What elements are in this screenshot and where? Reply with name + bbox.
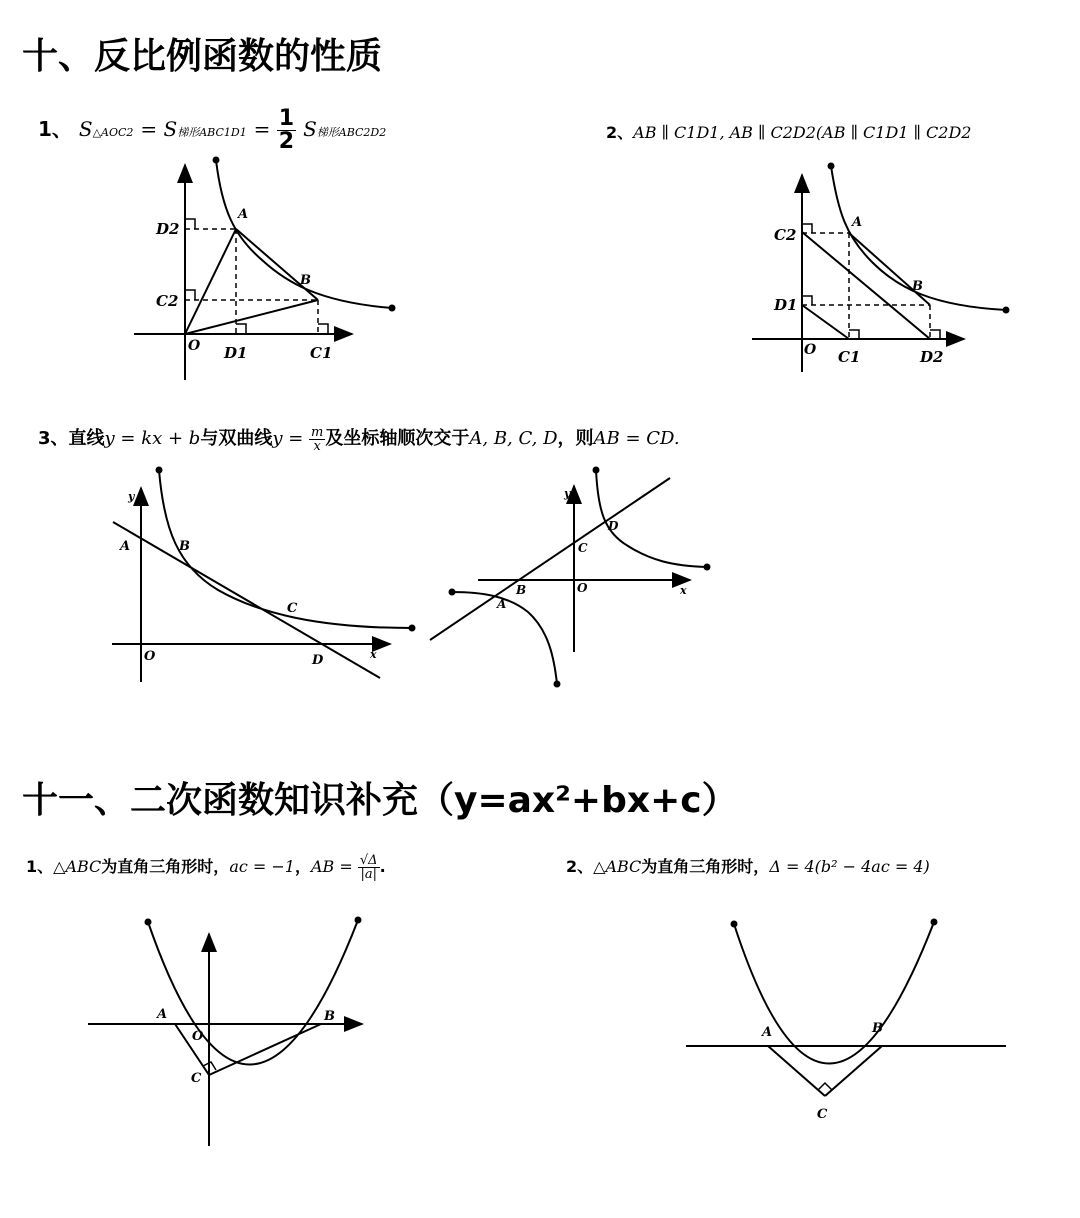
fig5-CB xyxy=(209,1024,321,1075)
m-over-x-fraction: $\frac{m}{x}$ xyxy=(311,424,324,454)
fig2-label-C1: C1 xyxy=(838,348,861,366)
fig5-parabola xyxy=(148,920,358,1065)
section-11-title: 十一、二次函数知识补充（y=ax²+bx+c） xyxy=(22,780,738,821)
quadratic-property-1: 1、△ABC为直角三角形时，ac = −1，AB = $\frac{√\Delta}{|a|}$ . xyxy=(26,853,386,882)
half-fraction: $\frac{1}{2}$ xyxy=(278,106,295,154)
fig4-label-A: A xyxy=(497,597,507,611)
fig1-right-angle-C2 xyxy=(185,290,195,300)
fig4-label-y: y xyxy=(564,487,571,500)
fig2-label-O: O xyxy=(804,342,817,358)
fig2-right-angle-D2 xyxy=(930,330,940,339)
fig4-line xyxy=(430,478,670,640)
fig4-upper-start xyxy=(594,468,599,473)
fig1-label-B: B xyxy=(300,273,311,288)
fig2-label-C2: C2 xyxy=(774,226,797,244)
fig4-label-D: D xyxy=(608,519,619,533)
fig1-OB xyxy=(185,300,318,334)
fig2-right-angle-D1 xyxy=(802,296,812,305)
fig4-label-C: C xyxy=(578,541,588,555)
fig2-label-A: A xyxy=(852,215,863,230)
fig2-label-B: B xyxy=(912,279,923,294)
fig1-label-C1: C1 xyxy=(310,344,333,362)
fig1-right-angle-D1 xyxy=(236,324,246,334)
fig5-label-B: B xyxy=(324,1009,335,1024)
fig2-AB xyxy=(849,233,930,305)
fig4-label-O: O xyxy=(577,581,588,595)
fig2-label-D2: D2 xyxy=(920,348,944,366)
fig1-right-angle-D2 xyxy=(185,219,195,229)
fig2-label-D1: D1 xyxy=(774,296,798,314)
fig1-right-angle-C1 xyxy=(318,324,328,334)
fig3-label-D: D xyxy=(312,653,324,668)
fig1-curve-start xyxy=(214,158,219,163)
fig4-lower-end xyxy=(555,682,560,687)
fig3-hyperbola xyxy=(159,470,412,628)
sqrt-delta-fraction: $\frac{√\Delta}{|a|}$ xyxy=(359,853,378,882)
fig6-AC xyxy=(768,1046,825,1096)
property-3-formula: 3、直线y = kx + b与双曲线y = $\frac{m}{x}$ 及坐标轴顺次交于A, B, C, D，则AB = CD. xyxy=(38,424,680,454)
fig6-label-A: A xyxy=(762,1025,773,1040)
fig5-curve-end xyxy=(356,918,361,923)
fig3-label-y: y xyxy=(128,490,135,503)
fig3-label-A: A xyxy=(120,539,131,554)
fig6-curve-start xyxy=(732,922,737,927)
figure-5 xyxy=(88,918,362,1147)
figure-4 xyxy=(430,468,710,687)
property-2-formula: 2、AB ∥ C1D1, AB ∥ C2D2(AB ∥ C1D1 ∥ C2D2 xyxy=(606,123,972,142)
property-1-formula: 1、 S△AOC2 = S梯形ABC1D1 = $\frac{1}{2}$ S梯形ABC2D2 xyxy=(38,106,387,154)
fig1-OA xyxy=(185,229,236,334)
figure-6 xyxy=(686,920,1006,1097)
fig5-label-A: A xyxy=(157,1007,168,1022)
fig6-parabola xyxy=(734,922,934,1064)
fig3-curve-end xyxy=(410,626,415,631)
fig2-right-angle-C1 xyxy=(849,330,859,339)
fig6-right-angle-C xyxy=(818,1083,832,1090)
fig1-label-C2: C2 xyxy=(156,292,179,310)
fig1-label-A: A xyxy=(238,207,249,222)
figure-2 xyxy=(752,164,1009,373)
fig1-label-O: O xyxy=(188,338,201,354)
fig1-curve-end xyxy=(390,306,395,311)
fig3-label-C: C xyxy=(287,601,298,616)
fig1-label-D1: D1 xyxy=(224,344,248,362)
fig2-curve-end xyxy=(1004,308,1009,313)
fig6-label-B: B xyxy=(872,1021,883,1036)
fig3-label-x: x xyxy=(370,648,377,661)
fig6-CB xyxy=(825,1046,882,1096)
section-10-title: 十、反比例函数的性质 xyxy=(22,36,383,77)
fig5-curve-start xyxy=(146,920,151,925)
fig1-AB xyxy=(236,229,318,300)
fig3-curve-start xyxy=(157,468,162,473)
quadratic-property-2: 2、△ABC为直角三角形时，Δ = 4(b² − 4ac = 4) xyxy=(566,857,930,876)
fig3-label-B: B xyxy=(179,539,190,554)
fig4-lower-start xyxy=(450,590,455,595)
fig4-label-B: B xyxy=(516,583,527,597)
figure-1 xyxy=(134,158,395,381)
fig6-label-C: C xyxy=(817,1107,828,1122)
fig5-label-O: O xyxy=(192,1029,204,1044)
fig2-D1C1 xyxy=(802,305,849,339)
fig3-label-O: O xyxy=(144,649,156,664)
fig5-label-C: C xyxy=(191,1071,202,1086)
fig2-right-angle-C2 xyxy=(802,224,812,233)
fig4-upper-end xyxy=(705,565,710,570)
fig6-curve-end xyxy=(932,920,937,925)
fig4-label-x: x xyxy=(680,584,687,597)
fig1-label-D2: D2 xyxy=(156,220,180,238)
fig2-curve-start xyxy=(829,164,834,169)
